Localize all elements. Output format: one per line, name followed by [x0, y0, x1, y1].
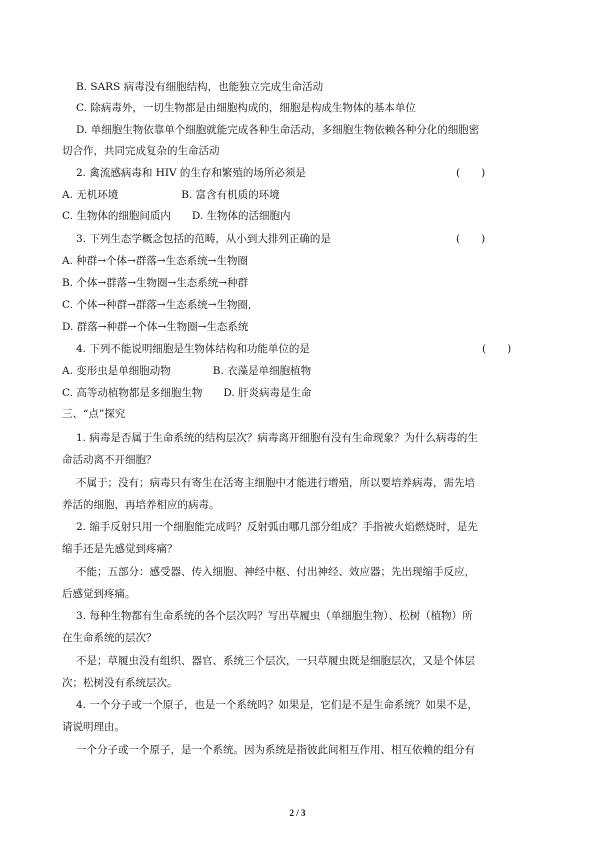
answer-text-continued: 后感觉到疼痛。 — [62, 588, 136, 600]
question-3: 3. 下列生态学概念包括的范畴，从小到大排列正确的是 — [76, 233, 331, 245]
question-4: 4. 下列不能说明细胞是生物体结构和功能单位的是 — [76, 343, 310, 355]
option-line: D. 群落→种群→个体→生物圈→生态系统 — [62, 321, 249, 333]
page-number: 2 / 3 — [289, 808, 306, 818]
option-line: C. 除病毒外，一切生物都是由细胞构成的，细胞是构成生物体的基本单位 — [76, 102, 416, 114]
discussion-question: 4. 一个分子或一个原子，也是一个系统吗？如果是，它们是不是生命系统？如果不是， — [76, 699, 478, 711]
option-line: D. 单细胞生物依靠单个细胞就能完成各种生命活动，多细胞生物依赖各种分化的细胞密 — [76, 124, 480, 136]
discussion-question-continued: 命活动离不开细胞？ — [62, 454, 157, 466]
answer-text-continued: 次；松树没有系统层次。 — [62, 677, 178, 689]
option-line: B. 个体→群落→生物圈→生态系统→种群 — [62, 277, 249, 289]
option-line: C. 生物体的细胞间质内 D. 生物体的活细胞内 — [62, 210, 291, 222]
answer-blank: ( ) — [456, 233, 486, 245]
answer-text: 一个分子或一个原子，是一个系统。因为系统是指彼此间相互作用、相互依赖的组分有 — [76, 744, 475, 756]
answer-blank: ( ) — [482, 343, 512, 355]
discussion-question-continued: 缩手还是先感觉到疼痛？ — [62, 543, 178, 555]
answer-text-continued: 养活的细胞，再培养相应的病毒。 — [62, 499, 220, 511]
option-line: B. SARS 病毒没有细胞结构，也能独立完成生命活动 — [76, 81, 324, 93]
discussion-question: 2. 缩手反射只用一个细胞能完成吗？反射弧由哪几部分组成？手指被火焰燃烧时，是先 — [76, 521, 478, 533]
section-heading: 三、“点”探究 — [62, 408, 126, 420]
discussion-question: 3. 每种生物都有生命系统的各个层次吗？写出草履虫（单细胞生物）、松树（植物）所 — [76, 610, 473, 622]
option-line: C. 高等动植物都是多细胞生物 D. 肝炎病毒是生命 — [62, 387, 312, 399]
discussion-question-continued: 在生命系统的层次？ — [62, 632, 157, 644]
option-line-continued: 切合作，共同完成复杂的生命活动 — [62, 145, 220, 157]
option-line: A. 无机环境 B. 富含有机质的环境 — [62, 189, 280, 201]
discussion-question: 1. 病毒是否属于生命系统的结构层次？病毒离开细胞有没有生命现象？为什么病毒的生 — [76, 432, 478, 444]
answer-blank: ( ) — [456, 167, 486, 179]
option-line: A. 种群→个体→群落→生态系统→生物圈 — [62, 255, 248, 267]
answer-text: 不属于；没有；病毒只有寄生在活寄主细胞中才能进行增殖，所以要培养病毒，需先培 — [76, 477, 475, 489]
answer-text: 不是；草履虫没有组织、器官、系统三个层次，一只草履虫既是细胞层次，又是个体层 — [76, 655, 475, 667]
option-line: A. 变形虫是单细胞动物 B. 衣藻是单细胞植物 — [62, 365, 312, 377]
question-2: 2. 禽流感病毒和 HIV 的生存和繁殖的场所必须是 — [76, 167, 306, 179]
option-line: C. 个体→种群→群落→生态系统→生物圈, — [62, 299, 252, 311]
answer-text: 不能；五部分：感受器、传入细胞、神经中枢、付出神经、效应器；先出现缩手反应， — [76, 566, 475, 578]
discussion-question-continued: 请说明理由。 — [62, 721, 125, 733]
